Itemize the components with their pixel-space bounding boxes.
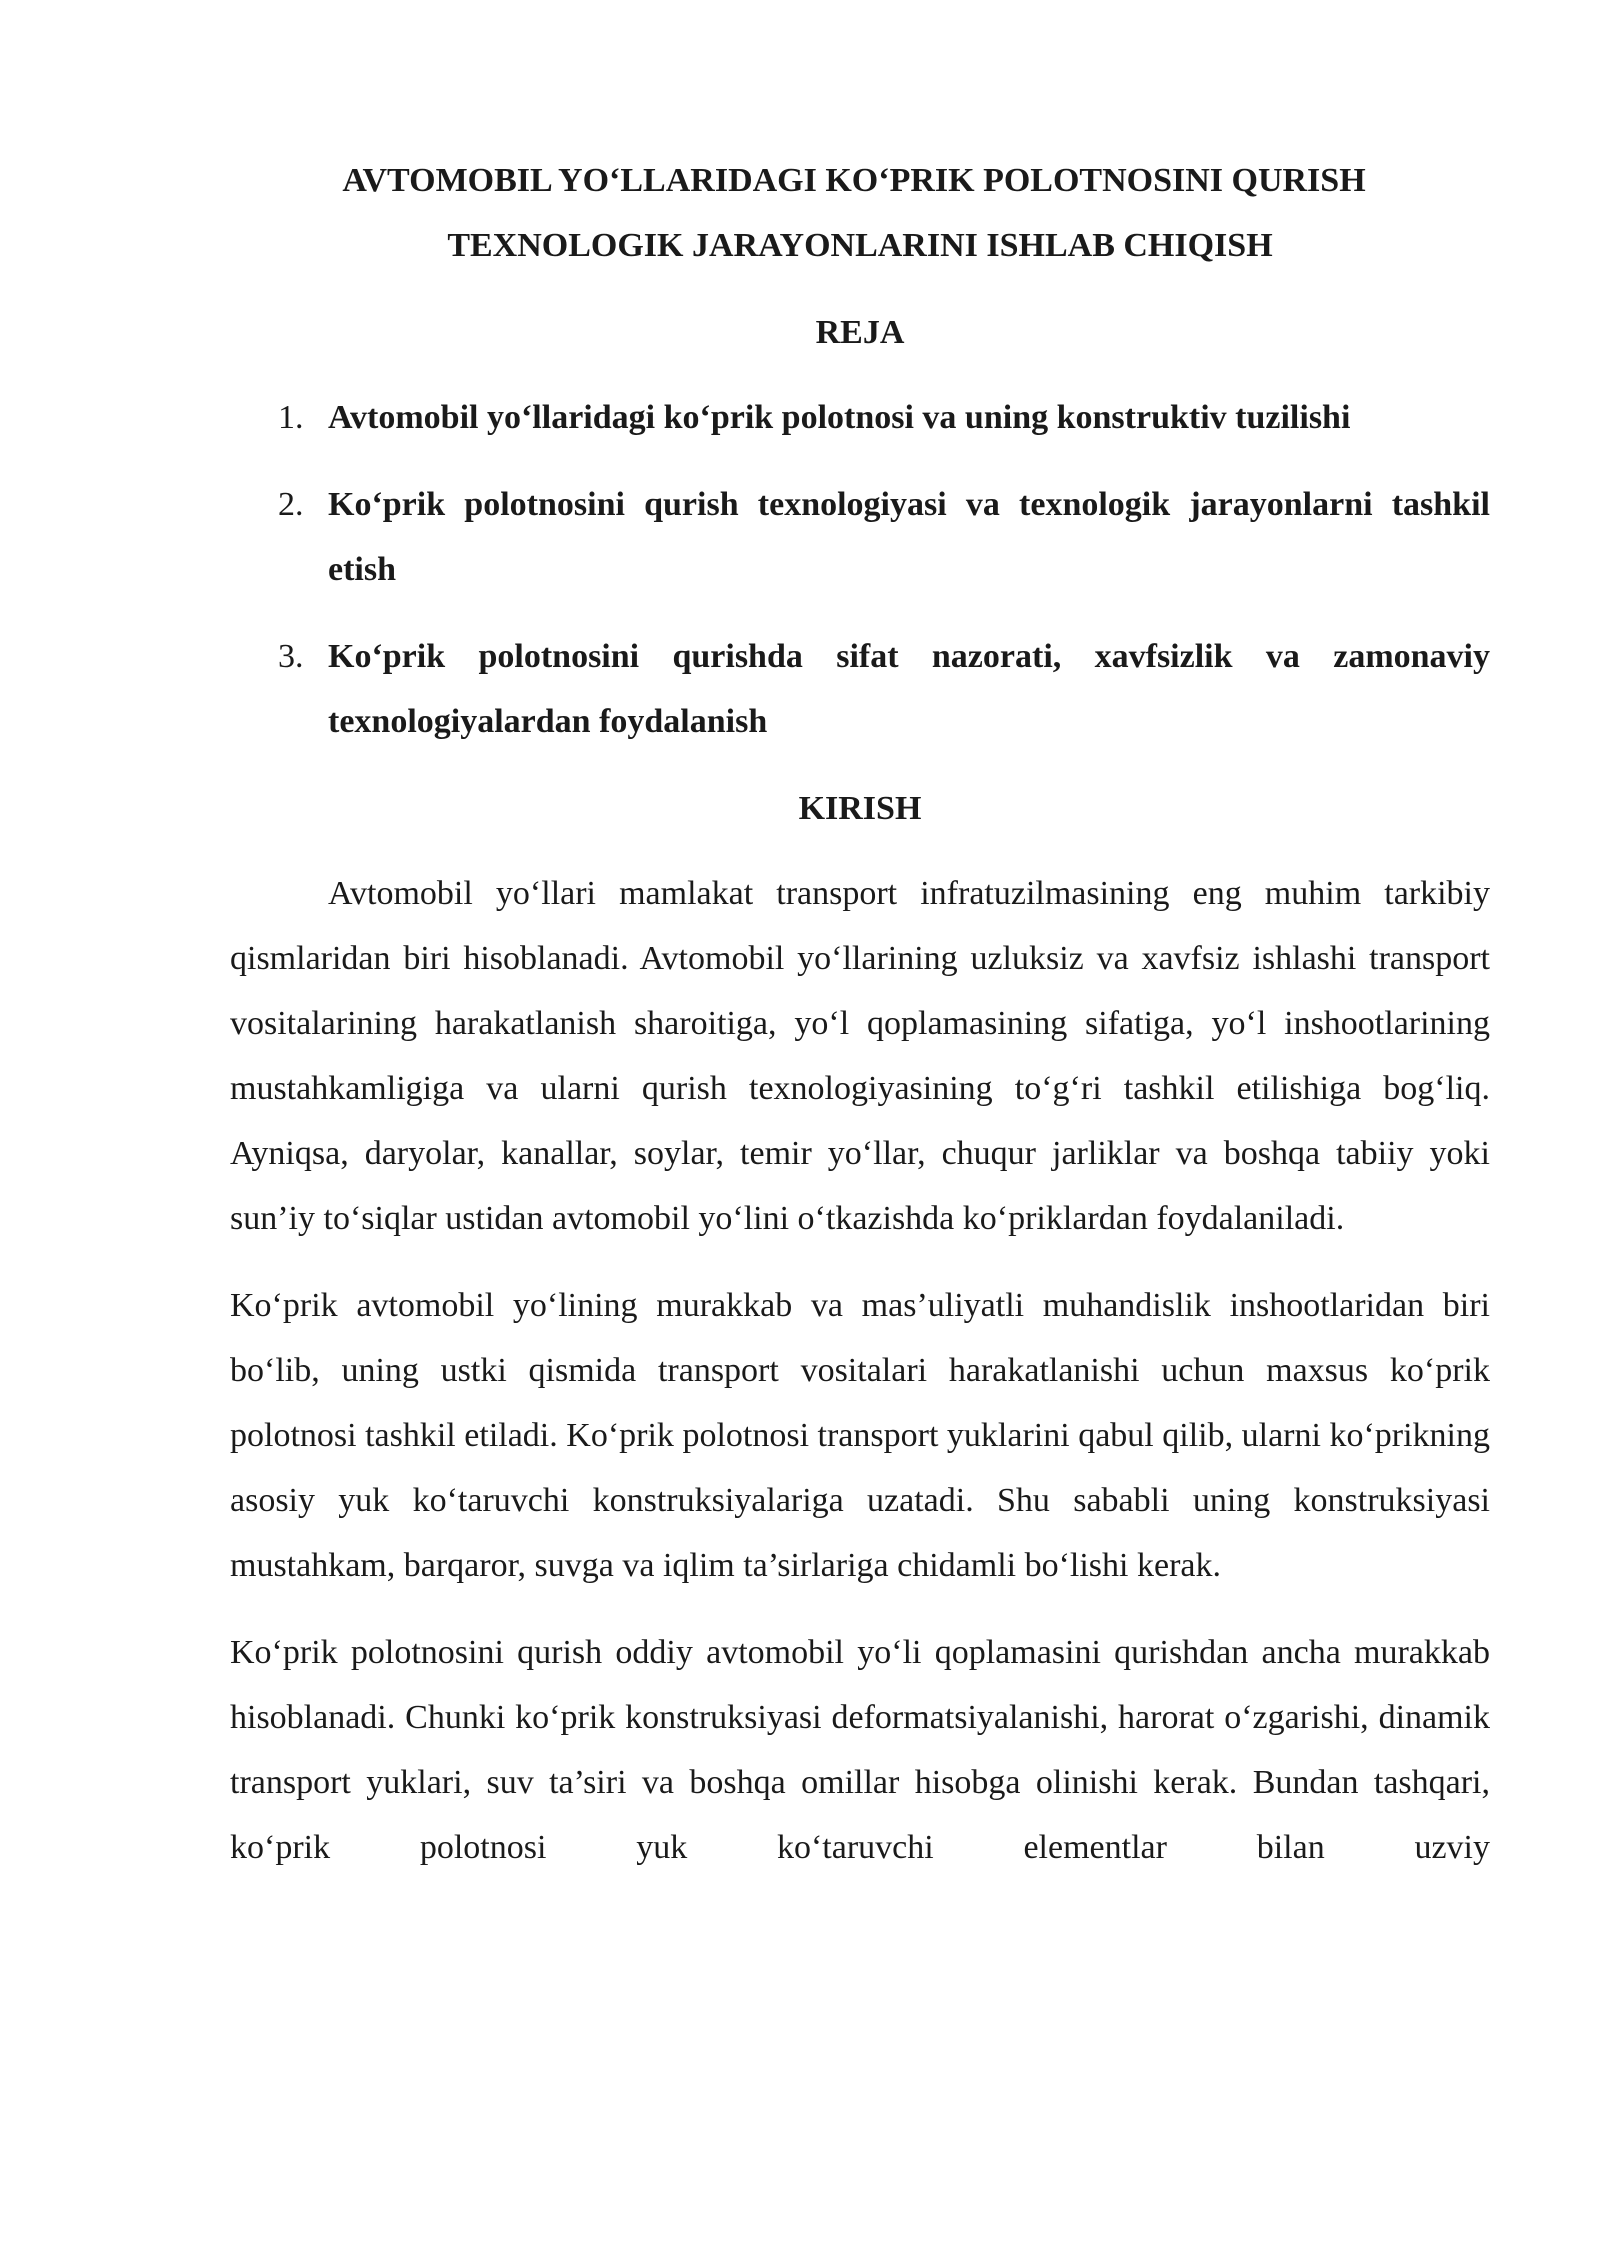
plan-list — [230, 385, 1490, 754]
plan-item-text: Ko‘prik polotnosini qurishda sifat nazorati, xavfsizlik va zamonaviy texnologiyalardan foydalanish — [328, 638, 1490, 740]
intro-heading: KIRISH — [798, 790, 922, 827]
intro-paragraph-1: Avtomobil yo‘llari mamlakat transport infratuzilmasining eng muhim tarkibiy qismlaridan biri hisoblanadi. Avtomobil yo‘llarining uzluksiz va xavfsiz ishlashi transport vositalarining harakatlanish sharoitiga, yo‘l qoplamasining sifatiga, yo‘l inshootlarining mustahkamligiga va ularni qurish texnologiyasining to‘g‘ri tashkil etilishiga bog‘liq. Ayniqsa, daryolar, kanallar, soylar, temir yo‘llar, chuqur jarliklar va boshqa tabiiy yoki sun’iy to‘siqlar ustidan avtomobil yo‘lini o‘tkazishda ko‘priklardan foydalaniladi. — [230, 875, 1490, 1237]
intro-paragraph-3: Ko‘prik polotnosini qurish oddiy avtomobil yo‘li qoplamasini qurishdan ancha murakkab hisoblanadi. Chunki ko‘prik konstruksiyasi deformatsiyalanishi, harorat o‘zgarishi, dinamik transport yuklari, suv ta’siri va boshqa omillar hisobga olinishi kerak. Bundan tashqari, ko‘prik polotnosi yuk ko‘taruvchi elementlar bilan uzviy — [230, 1634, 1490, 1866]
plan-heading: REJA — [815, 314, 905, 351]
document-title-line-1: AVTOMOBIL YO‘LLARIDAGI KO‘PRIK POLOTNOSINI QURISH — [342, 162, 1366, 199]
plan-item-3 — [230, 624, 1490, 754]
plan-item-2 — [230, 472, 1490, 602]
plan-item-text: Ko‘prik polotnosini qurish texnologiyasi va texnologik jarayonlarni tashkil etish — [328, 486, 1490, 588]
plan-item-number: 2. — [278, 486, 304, 523]
plan-item-number: 1. — [278, 399, 304, 436]
plan-item-number: 3. — [278, 638, 304, 675]
document-page — [230, 148, 1490, 1880]
plan-item-1 — [230, 385, 1490, 450]
document-title-line-2: TEXNOLOGIK JARAYONLARINI ISHLAB CHIQISH — [447, 227, 1273, 264]
intro-paragraph-2: Ko‘prik avtomobil yo‘lining murakkab va mas’uliyatli muhandislik inshootlaridan biri bo‘lib, uning ustki qismida transport vositalari harakatlanishi uchun maxsus ko‘prik polotnosi tashkil etiladi. Ko‘prik polotnosi transport yuklarini qabul qilib, ularni ko‘prikning asosiy yuk ko‘taruvchi konstruksiyalariga uzatadi. Shu sababli uning konstruksiyasi mustahkam, barqaror, suvga va iqlim ta’sirlariga chidamli bo‘lishi kerak. — [230, 1287, 1490, 1584]
plan-item-text: Avtomobil yo‘llaridagi ko‘prik polotnosi va uning konstruktiv tuzilishi — [328, 399, 1351, 436]
